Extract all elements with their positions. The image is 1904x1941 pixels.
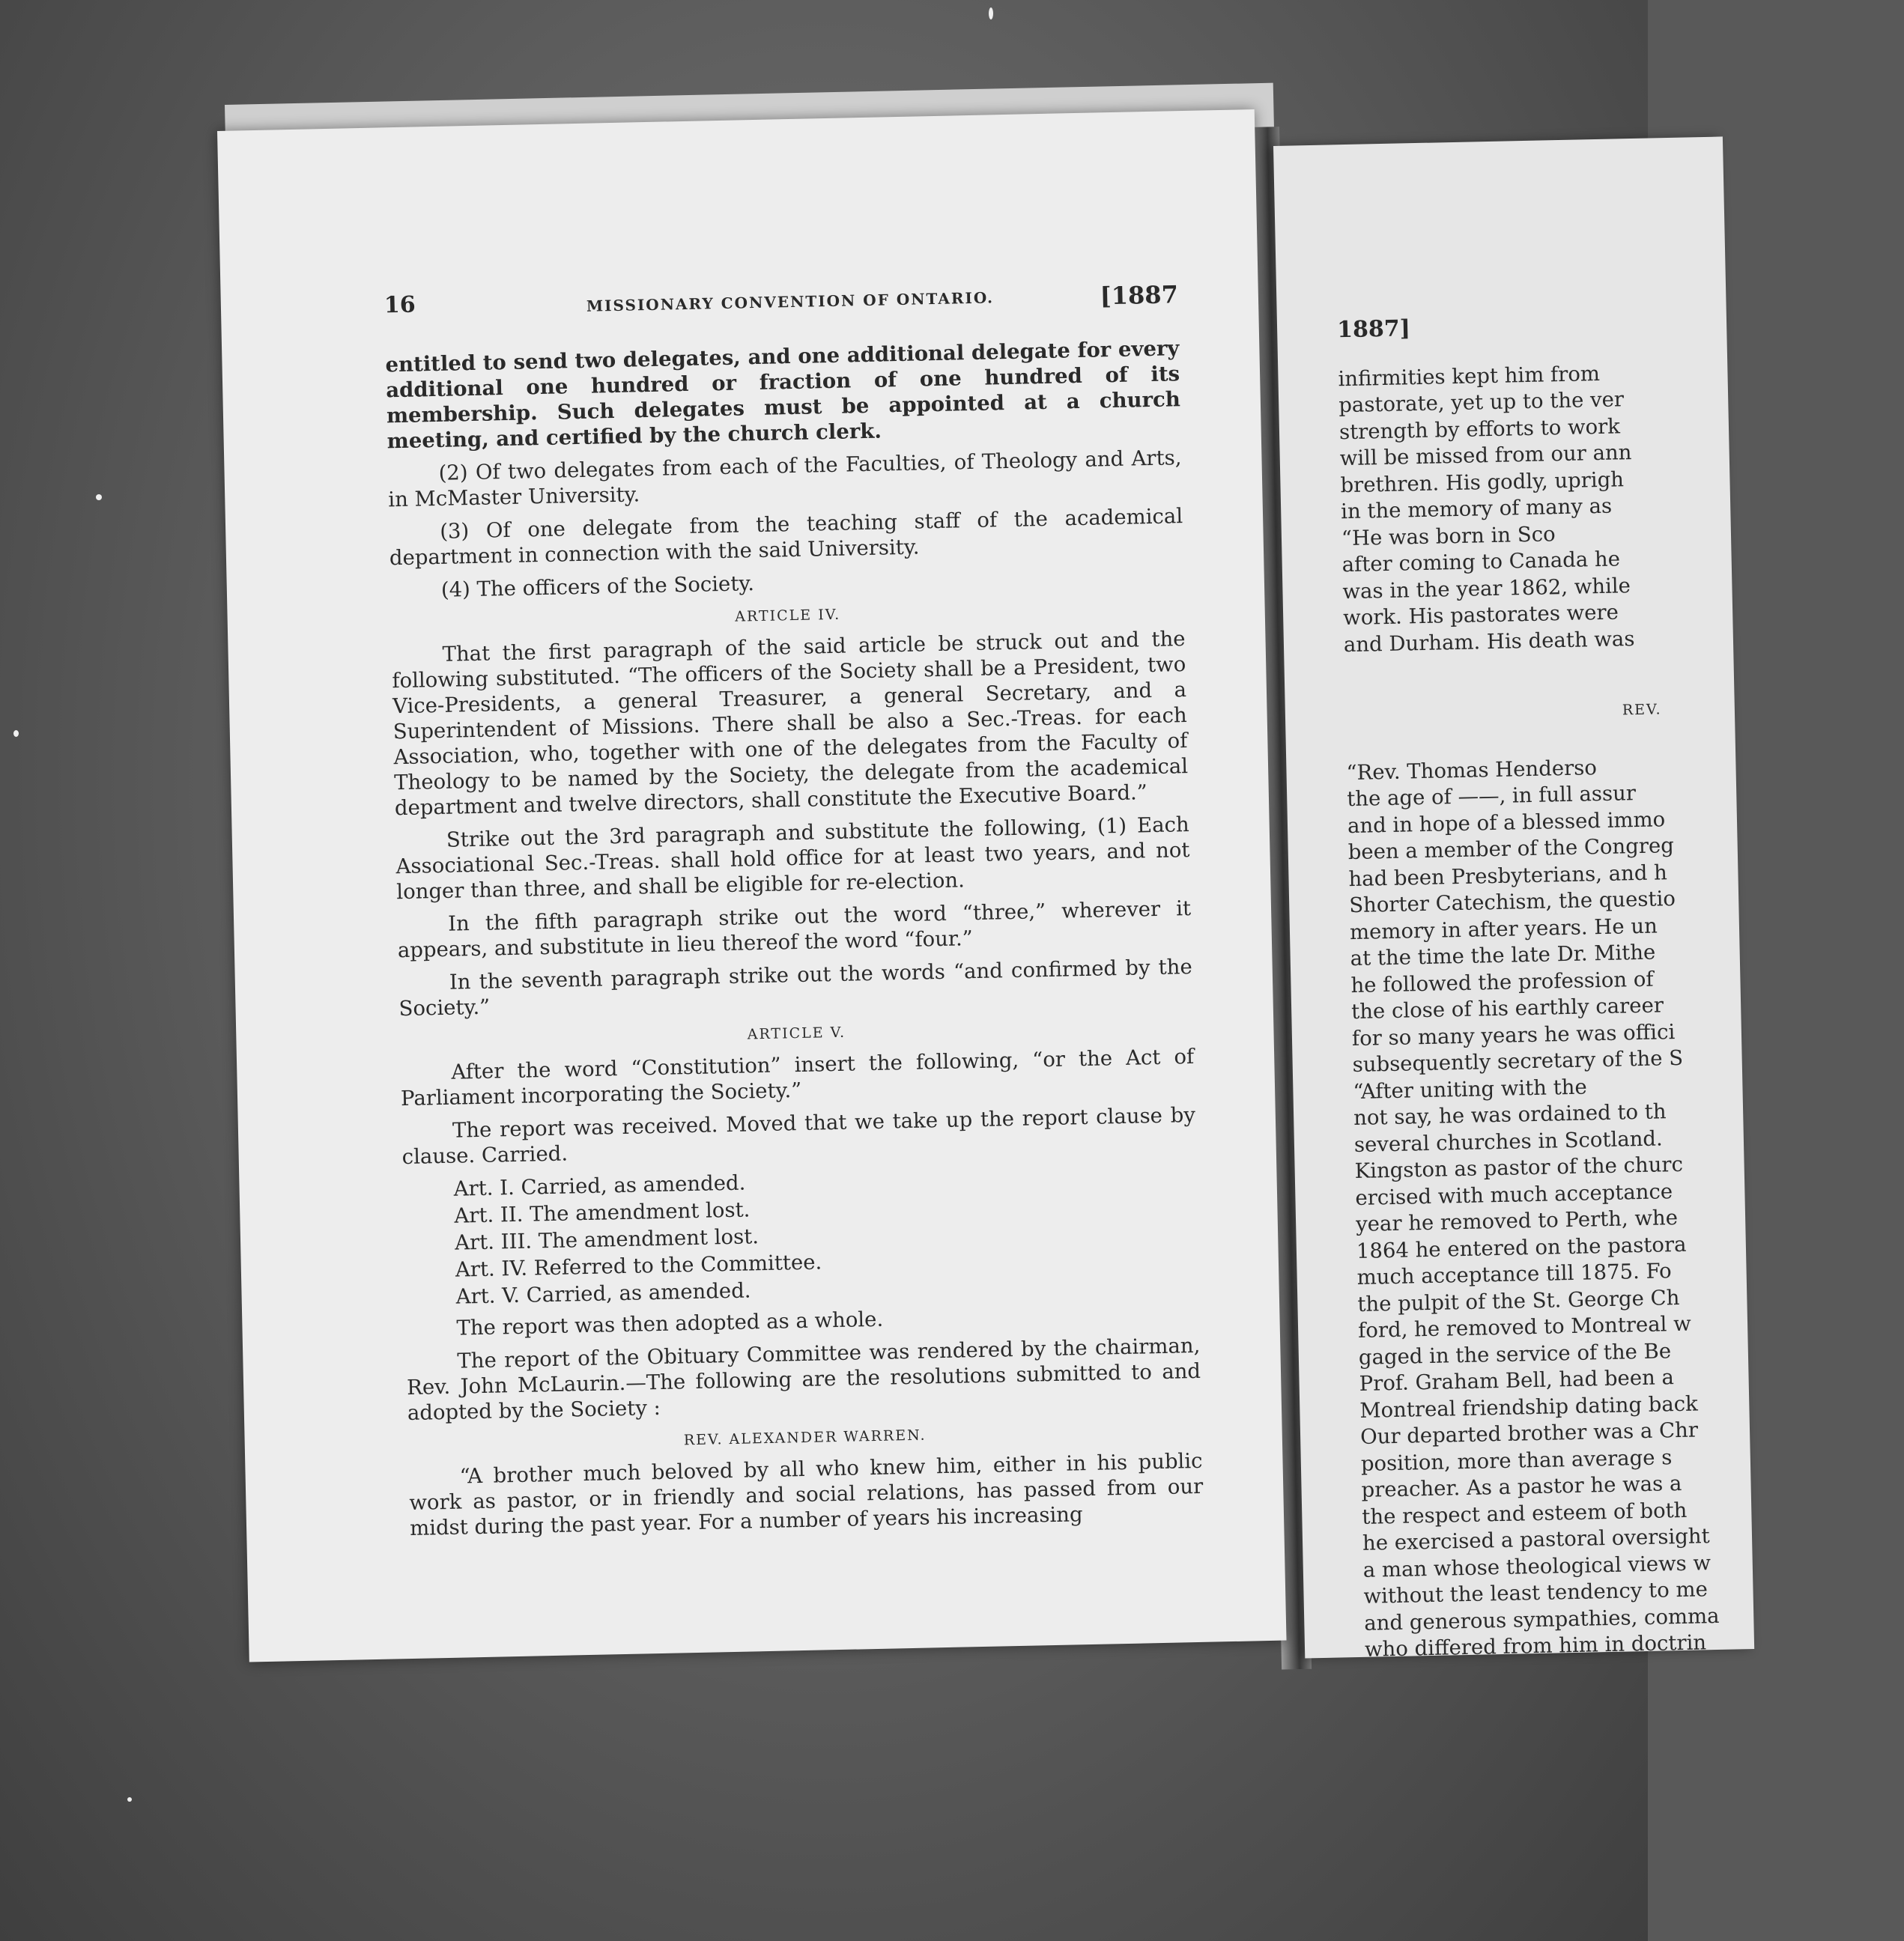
right-page-line: been a member of the Congreg	[1347, 833, 1675, 865]
page-year: [1887	[1100, 280, 1179, 311]
right-page-content	[1337, 306, 1904, 1663]
right-page-line: “He was born in Sco	[1341, 521, 1556, 550]
right-page-line: position, more than average s	[1360, 1445, 1673, 1476]
right-page-line: work. His pastorates were	[1342, 600, 1619, 631]
right-page-heading: REV.	[1622, 701, 1662, 719]
right-page-line: Shorter Catechism, the questio	[1348, 886, 1676, 918]
scan-speck	[989, 7, 993, 19]
right-page-line: the pulpit of the St. George Ch	[1357, 1285, 1680, 1316]
right-page-line: he followed the profession of	[1350, 967, 1654, 997]
scan-speck	[13, 730, 19, 737]
running-head: MISSIONARY CONVENTION OF ONTARIO.	[586, 288, 995, 315]
article-vote: Art. V. Carried, as amended.	[455, 1278, 751, 1309]
paragraph-entitled: entitled to send two delegates, and one additional delegate for every additional one hundred or fraction of one hundred of its membership. Such delegates must be appointed at a church meeting, and certified by the church clerk.	[385, 336, 1181, 454]
right-page-line: he exercised a pastoral oversight	[1362, 1524, 1710, 1555]
right-page-line: a man whose theological views w	[1362, 1550, 1712, 1582]
article-vote: Art. III. The amendment lost.	[454, 1224, 760, 1255]
right-page-line: Montreal friendship dating back	[1359, 1391, 1699, 1423]
right-page-line: infirmities kept him from	[1338, 361, 1601, 391]
article-vote: Art. I. Carried, as amended.	[453, 1170, 746, 1201]
right-page-line: preacher. As a pastor he was a	[1361, 1471, 1682, 1502]
right-page-line: will be missed from our ann	[1339, 440, 1632, 471]
right-page-line: brethren. His godly, uprigh	[1340, 467, 1625, 497]
right-page-line: Our departed brother was a Chr	[1359, 1418, 1699, 1449]
right-page-line: who differed from him in doctrin	[1364, 1630, 1707, 1662]
right-page-line: and generous sympathies, comma	[1363, 1603, 1720, 1635]
right-page-line: the respect and esteem of both	[1362, 1498, 1688, 1529]
paragraph-fifth: In the fifth paragraph strike out the word “three,” wherever it appears, and substitute in lieu thereof the word “four.”	[397, 896, 1192, 963]
article-vote: Art. IV. Referred to the Committee.	[455, 1250, 822, 1282]
right-page-line: without the least tendency to me	[1363, 1577, 1709, 1609]
right-page-line: after coming to Canada he	[1341, 547, 1621, 577]
paragraph-seventh: In the seventh paragraph strike out the words “and confirmed by the Society.”	[398, 954, 1192, 1021]
page-header	[384, 276, 1179, 337]
right-page-line: ford, he removed to Montreal w	[1357, 1311, 1692, 1343]
right-page-line: several churches in Scotland.	[1353, 1126, 1664, 1157]
right-page-line: in the memory of many as	[1340, 493, 1613, 524]
paragraph-two-delegates: (2) Of two delegates from each of the Faculties, of Theology and Arts, in McMaster University.	[388, 446, 1182, 512]
right-page-line: memory in after years. He un	[1349, 913, 1658, 944]
right-page-line: much acceptance till 1875. Fo	[1356, 1259, 1672, 1290]
paragraph-adopted: The report was then adopted as a whole.	[456, 1307, 884, 1340]
paragraph-obituary: The report of the Obituary Committee was rendered by the chairman, Rev. John McLaurin.—The following are the resolutions submitted to and adopted by the Society :	[406, 1333, 1201, 1426]
right-page-line: Kingston as pastor of the churc	[1354, 1152, 1684, 1184]
paragraph-article-iv: That the first paragraph of the said article be struck out and the following substituted. “The officers of the Society shall be a President, two Vice-Presidents, a general Treasurer, a general Secretary, and a Superintendent of Missions. There shall be also a Sec.-Treas. for each Association, who, together with one of the delegates from the Faculty of Theology to be named by the Society, the delegate from the academical department and twelve directors, shall constitute the Executive Board.”	[392, 627, 1189, 821]
right-page-line: subsequently secretary of the S	[1352, 1045, 1684, 1078]
paragraph-officers: (4) The officers of the Society.	[440, 571, 755, 602]
left-page	[217, 109, 1287, 1662]
heading-article-v: ARTICLE V.	[747, 1024, 846, 1043]
right-page-line: “Rev. Thomas Henderso	[1346, 755, 1598, 785]
paragraph-one-delegate: (3) Of one delegate from the teaching staff of the academical department in connection with the said University.	[389, 504, 1183, 571]
right-page	[1273, 136, 1754, 1662]
paragraph-article-v: After the word “Constitution” insert the following, “or the Act of Parliament incorporating the Society.”	[400, 1044, 1195, 1111]
page-number: 16	[383, 291, 416, 319]
right-page-line: not say, he was ordained to th	[1353, 1099, 1667, 1131]
right-page-line: 1864 he entered on the pastora	[1356, 1232, 1687, 1263]
right-page-year: 1887]	[1336, 315, 1411, 344]
scan-speck	[127, 1797, 132, 1802]
right-page-lines-a	[1338, 355, 1883, 658]
right-page-line: “After uniting with the	[1353, 1075, 1588, 1104]
left-page-content	[384, 276, 1204, 1549]
right-page-line: year he removed to Perth, whe	[1355, 1206, 1679, 1237]
article-votes	[402, 1161, 1198, 1310]
right-page-line: pastorate, yet up to the ver	[1338, 387, 1625, 418]
right-page-line: gaged in the service of the Be	[1358, 1338, 1672, 1370]
article-vote: Art. II. The amendment lost.	[454, 1197, 751, 1228]
paragraph-warren: “A brother much beloved by all who knew him, either in his public work as pastor, or in friendly and social relations, has passed from our midst during the past year. For a number of years his increasing	[409, 1448, 1204, 1541]
heading-article-iv: ARTICLE IV.	[735, 606, 841, 625]
right-page-line: the age of ——, in full assur	[1346, 781, 1637, 812]
right-page-line: at the time the late Dr. Mithe	[1350, 940, 1656, 971]
right-page-line: and Durham. His death was	[1343, 626, 1635, 657]
right-page-line: the close of his earthly career	[1350, 993, 1664, 1024]
scan-speck	[96, 494, 102, 500]
right-page-lines-b	[1346, 749, 1904, 1664]
right-page-line: strength by efforts to work	[1338, 413, 1621, 444]
heading-warren: REV. ALEXANDER WARREN.	[683, 1427, 927, 1449]
right-page-line: for so many years he was offici	[1351, 1019, 1676, 1051]
paragraph-strike-3rd: Strike out the 3rd paragraph and substitute the following, (1) Each Associational Sec.-Treas. shall hold office for at least two years, and not longer than three, and shall be eligible for re-election.	[395, 812, 1190, 905]
right-page-line: ercised with much acceptance	[1355, 1179, 1673, 1210]
right-page-line: Prof. Graham Bell, had been a	[1359, 1365, 1675, 1396]
paragraph-report-received: The report was received. Moved that we take up the report clause by clause. Carried.	[401, 1102, 1196, 1170]
right-page-line: had been Presbyterians, and h	[1348, 860, 1668, 891]
right-page-line: was in the year 1862, while	[1342, 573, 1631, 604]
right-page-line: and in hope of a blessed immo	[1347, 807, 1666, 838]
